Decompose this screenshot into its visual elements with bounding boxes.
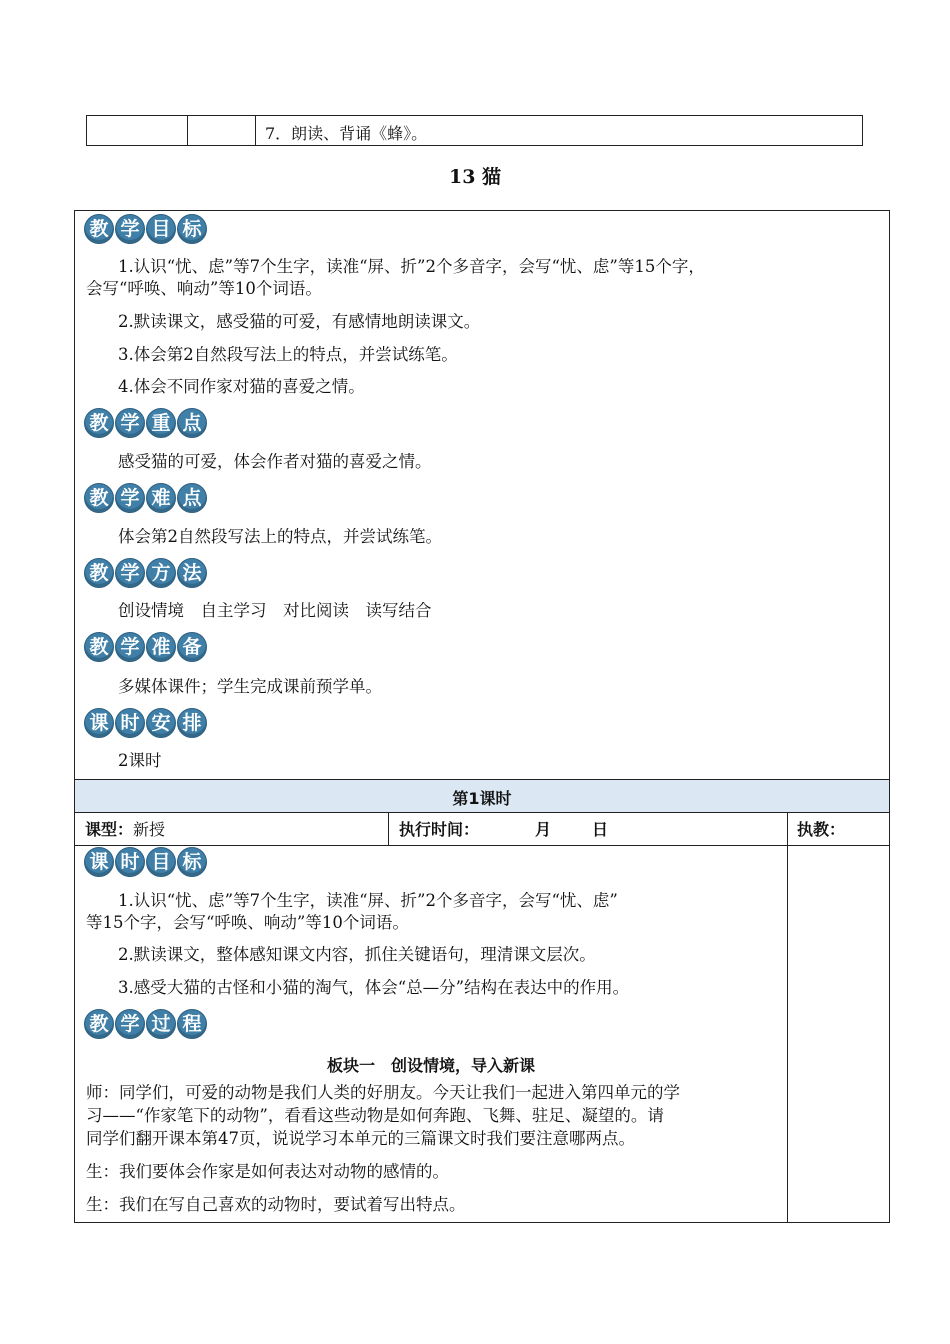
dialogue-line: 习——“作家笔下的动物”，看看这些动物是如何奔跑、飞舞、驻足、凝望的。请 [86, 1106, 664, 1125]
goal-item: 2.默读课文，感受猫的可爱，有感情地朗读课文。 [118, 312, 481, 331]
key-points-text: 感受猫的可爱，体会作者对猫的喜爱之情。 [118, 452, 432, 471]
section-badge-key-points: 教 学 重 点 [84, 408, 207, 438]
period-goal-item: 2.默读课文，整体感知课文内容，抓住关键语句，理清课文层次。 [118, 945, 596, 964]
table-cell-text: 7．朗读、背诵《蜂》。 [265, 124, 428, 143]
lesson-plan-table [74, 210, 890, 1223]
period-goal-item: 3.感受大猫的古怪和小猫的淘气，体会“总—分”结构在表达中的作用。 [118, 978, 630, 997]
period-heading: 第1课时 [452, 789, 512, 808]
section-badge-preparation: 教 学 准 备 [84, 632, 207, 662]
methods-text: 创设情境 自主学习 对比阅读 读写结合 [118, 601, 432, 620]
dialogue-line: 生：我们在写自己喜欢的动物时，要试着写出特点。 [86, 1195, 466, 1214]
period-goal-item: 等15个字，会写“呼唤、响动”等10个词语。 [86, 913, 409, 932]
table-divider [187, 116, 188, 145]
divider [75, 812, 889, 813]
block-title: 板块一 创设情境，导入新课 [326, 1056, 535, 1075]
day-label: 日 [592, 820, 609, 839]
difficulties-text: 体会第2自然段写法上的特点，并尝试练笔。 [118, 527, 442, 546]
previous-table-row [86, 115, 863, 146]
divider [75, 845, 889, 846]
section-badge-period-goals: 课 时 目 标 [84, 847, 207, 877]
teacher-label: 执教： [797, 820, 846, 839]
goal-item: 会写“呼唤、响动”等10个词语。 [86, 279, 322, 298]
goal-item: 1.认识“忧、虑”等7个生字，读准“屏、折”2个多音字，会写“忧、虑”等15个字， [118, 257, 705, 276]
goal-item: 4.体会不同作家对猫的喜爱之情。 [118, 377, 365, 396]
execution-time: 执行时间： [399, 820, 480, 839]
section-badge-process: 教 学 过 程 [84, 1009, 207, 1039]
goal-item: 3.体会第2自然段写法上的特点，并尝试练笔。 [118, 345, 458, 364]
period-goal-item: 1.认识“忧、虑”等7个生字，读准“屏、折”2个多音字，会写“忧、虑” [118, 891, 618, 910]
table-divider [255, 116, 256, 145]
dialogue-line: 师：同学们，可爱的动物是我们人类的好朋友。今天让我们一起进入第四单元的学 [86, 1083, 680, 1102]
divider [388, 812, 389, 845]
month-label: 月 [535, 820, 552, 839]
section-badge-methods: 教 学 方 法 [84, 558, 207, 588]
lesson-type: 课型：新授 [85, 820, 166, 839]
section-badge-schedule: 课 时 安 排 [84, 708, 207, 738]
dialogue-line: 同学们翻开课本第47页，说说学习本单元的三篇课文时我们要注意哪两点。 [86, 1129, 635, 1148]
section-badge-difficulties: 教 学 难 点 [84, 483, 207, 513]
section-badge-goals: 教 学 目 标 [84, 214, 207, 244]
dialogue-line: 生：我们要体会作家是如何表达对动物的感情的。 [86, 1162, 449, 1181]
preparation-text: 多媒体课件；学生完成课前预学单。 [118, 677, 382, 696]
divider [787, 812, 788, 1223]
page-title: 13 猫 [448, 166, 502, 188]
schedule-text: 2课时 [118, 751, 162, 770]
